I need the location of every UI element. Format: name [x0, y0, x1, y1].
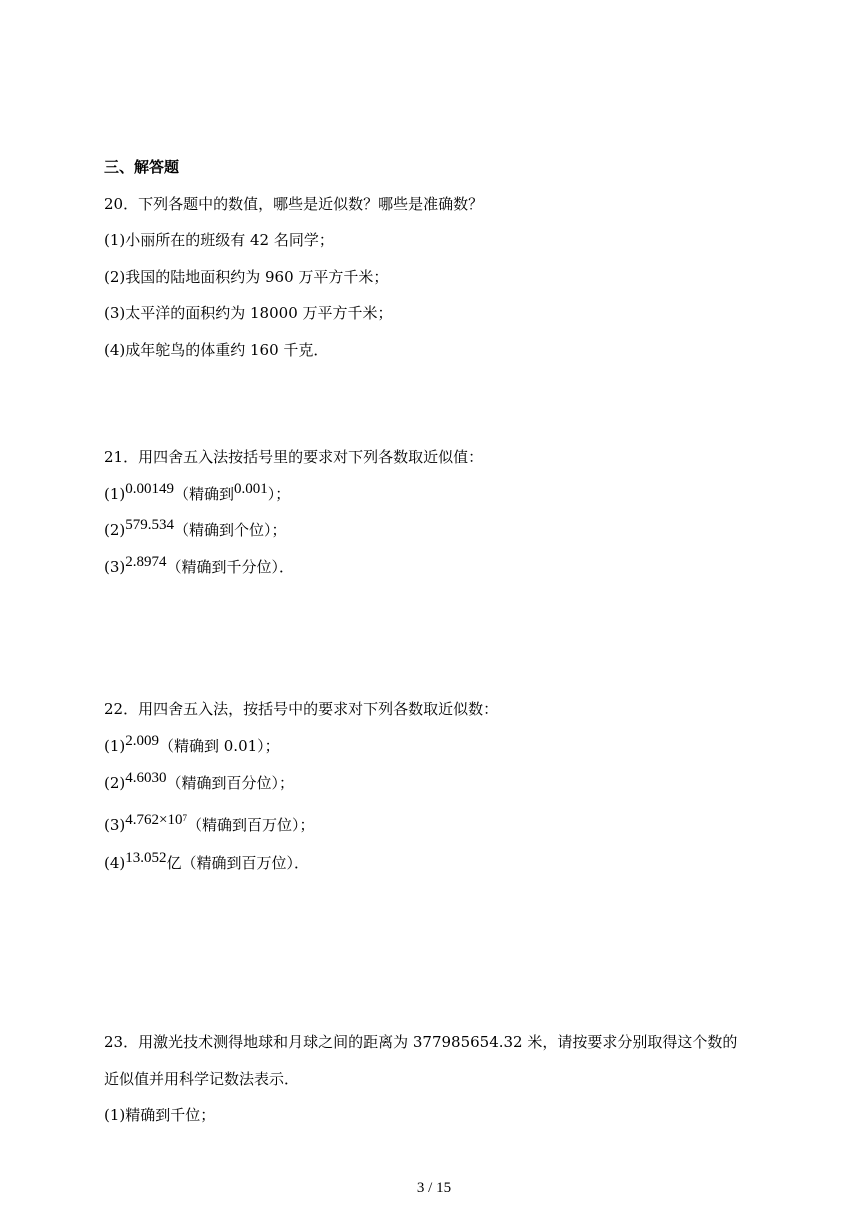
question-20-item-3: (3)太平洋的面积约为 18000 万平方千米； [104, 304, 393, 322]
question-21-item-1 [104, 481, 291, 505]
item-suffix: （精确到 0.01）； [159, 737, 280, 755]
item-number: 579.534 [125, 517, 174, 533]
item-suffix: （精确到千分位）． [166, 558, 295, 576]
question-22-stem: 22．用四舍五入法，按括号中的要求对下列各数取近似数： [104, 700, 499, 718]
item-prefix: (4) [104, 854, 126, 872]
item-prefix: (3) [104, 558, 126, 576]
item-number: 0.00149 [125, 481, 174, 497]
item-number-2: 0.001 [234, 481, 268, 497]
question-23-stem-line-2: 近似值并用科学记数法表示． [104, 1070, 300, 1088]
item-number: 2.8974 [125, 554, 167, 570]
item-suffix: 亿（精确到百万位）． [166, 854, 310, 872]
item-suffix: （精确到个位）； [174, 521, 287, 539]
question-22-item-3 [104, 812, 315, 837]
question-21-item-3 [104, 554, 295, 578]
question-22-item-2 [104, 770, 295, 794]
question-21-stem: 21．用四舍五入法按括号里的要求对下列各数取近似值： [104, 448, 484, 466]
item-suffix: （精确到百分位）； [166, 774, 295, 792]
item-number [125, 812, 187, 828]
item-prefix: (1) [104, 485, 126, 503]
item-prefix: (1) [104, 737, 126, 755]
item-suffix: （精确到百万位）； [186, 816, 315, 834]
item-prefix: (2) [104, 521, 126, 539]
page-number: 3 / 15 [416, 1180, 452, 1196]
item-prefix: (2) [104, 774, 126, 792]
mantissa: 4.762×10 [125, 812, 183, 828]
item-number: 2.009 [125, 733, 159, 749]
question-20-stem: 20．下列各题中的数值，哪些是近似数？哪些是准确数？ [104, 195, 484, 213]
item-suffix: ）； [267, 485, 291, 503]
item-number: 13.052 [125, 850, 167, 866]
item-number: 4.6030 [125, 770, 167, 786]
item-prefix: (3) [104, 816, 126, 834]
question-20-item-4: (4)成年鸵鸟的体重约 160 千克． [104, 341, 329, 359]
question-23-item-1: (1)精确到千位； [104, 1106, 216, 1124]
question-22-item-4 [104, 850, 310, 874]
question-20-item-1: (1)小丽所在的班级有 42 名同学； [104, 231, 334, 249]
question-20-item-2: (2)我国的陆地面积约为 960 万平方千米； [104, 268, 389, 286]
question-22-item-1 [104, 733, 280, 757]
exponent: 7 [182, 813, 187, 823]
question-23-stem-line-1: 23．用激光技术测得地球和月球之间的距离为 377985654.32 米，请按要求分别取得这个数的 [104, 1033, 738, 1051]
item-text: （精确到 [174, 485, 235, 503]
question-21-item-2 [104, 517, 287, 541]
section-title: 三、解答题 [104, 158, 180, 176]
